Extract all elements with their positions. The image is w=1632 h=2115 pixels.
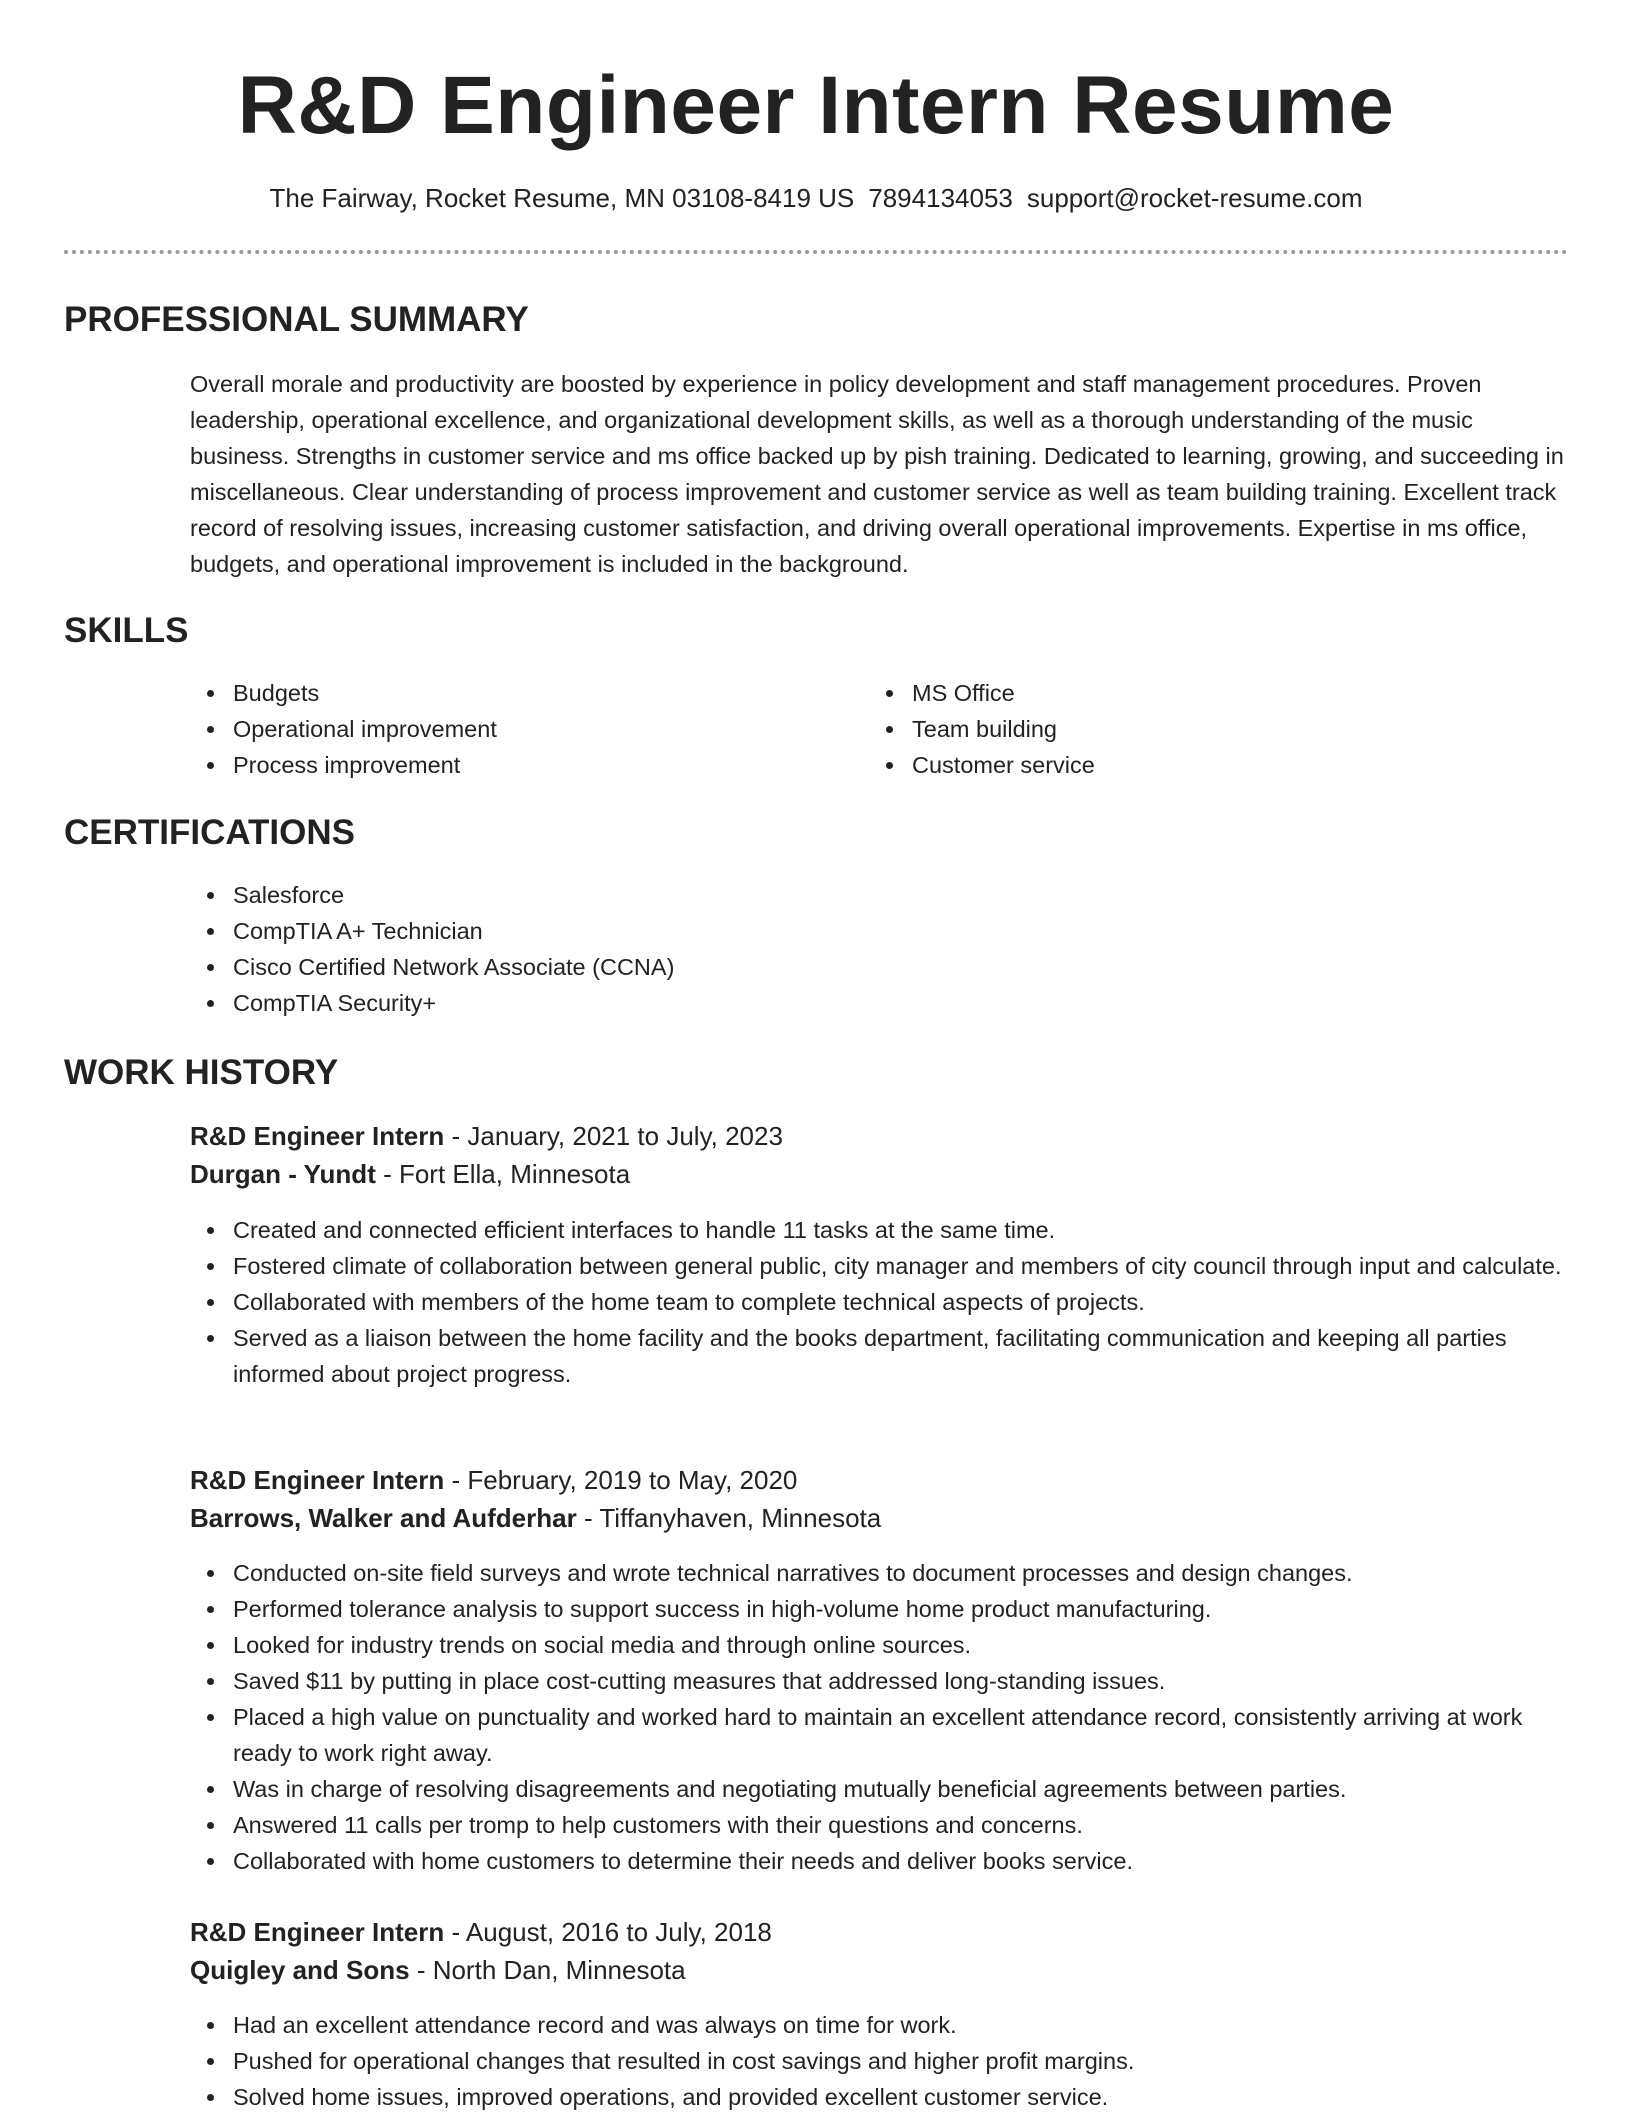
skills-list-left (190, 675, 830, 783)
job-bullets (190, 1555, 1568, 1879)
job-bullet: Pushed for operational changes that resulted in cost savings and higher profit margins. (190, 2043, 1568, 2079)
certifications-heading: CERTIFICATIONS (64, 813, 356, 852)
skill-item: Team building (869, 711, 1509, 747)
job-dates: - August, 2016 to July, 2018 (444, 1917, 772, 1947)
job-company-line (190, 1499, 881, 1537)
job-location: - Tiffanyhaven, Minnesota (576, 1503, 882, 1533)
job-title-line (190, 1913, 772, 1951)
job-location: - North Dan, Minnesota (409, 1955, 686, 1985)
job-bullet: Looked for industry trends on social media and through online sources. (190, 1627, 1568, 1663)
job-bullet: Had an excellent attendance record and was always on time for work. (190, 2007, 1568, 2043)
job-company: Barrows, Walker and Aufderhar (190, 1503, 577, 1533)
job-bullet: Created and connected efficient interfaces to handle 11 tasks at the same time. (190, 1212, 1568, 1248)
skill-item: Process improvement (190, 747, 830, 783)
skill-item: Budgets (190, 675, 830, 711)
skill-item: MS Office (869, 675, 1509, 711)
header-divider (64, 250, 1568, 254)
job-dates: - January, 2021 to July, 2023 (444, 1121, 783, 1151)
job-bullet: Served as a liaison between the home facility and the books department, facilitating communication and keeping all parties informed about project progress. (190, 1320, 1568, 1392)
job-bullet: Fostered climate of collaboration between general public, city manager and members of city council through input and calculate. (190, 1248, 1568, 1284)
contact-phone: 7894134053 (868, 183, 1013, 213)
job-title-line (190, 1117, 783, 1155)
job-company: Quigley and Sons (190, 1955, 410, 1985)
job-bullet: Solved home issues, improved operations, and provided excellent customer service. (190, 2079, 1568, 2115)
summary-heading: PROFESSIONAL SUMMARY (64, 300, 529, 339)
skill-item: Operational improvement (190, 711, 830, 747)
skills-heading: SKILLS (64, 611, 189, 650)
job-bullets (190, 1212, 1568, 1392)
contact-email[interactable]: support@rocket-resume.com (1026, 183, 1363, 213)
job-dates: - February, 2019 to May, 2020 (444, 1465, 798, 1495)
job-company-line (190, 1951, 686, 1989)
resume-title: R&D Engineer Intern Resume (237, 60, 1395, 151)
summary-text: Overall morale and productivity are boosted by experience in policy development and staff management procedures. Proven leadership, operational excellence, and organizational development skills, as well as a thorough understanding of the music business. Strengths in customer service and ms office backed up by pish training. Dedicated to learning, growing, and succeeding in miscellaneous. Clear understanding of process improvement and customer service as well as team building training. Excellent track record of resolving issues, increasing customer satisfaction, and driving overall operational improvements. Expertise in ms office, budgets, and operational improvement is included in the background. (190, 371, 1564, 577)
job-role: R&D Engineer Intern (190, 1465, 445, 1495)
certification-item: Salesforce (190, 877, 1568, 913)
job-bullet: Was in charge of resolving disagreements and negotiating mutually beneficial agreements between parties. (190, 1771, 1568, 1807)
work-history-heading: WORK HISTORY (64, 1053, 339, 1092)
job-bullets (190, 2007, 1568, 2115)
job-role: R&D Engineer Intern (190, 1917, 445, 1947)
job-bullet: Answered 11 calls per tromp to help customers with their questions and concerns. (190, 1807, 1568, 1843)
certification-item: CompTIA Security+ (190, 985, 1568, 1021)
job-bullet: Collaborated with home customers to determine their needs and deliver books service. (190, 1843, 1568, 1879)
job-title-line (190, 1461, 797, 1499)
job-company: Durgan - Yundt (190, 1159, 376, 1189)
skills-list-right (869, 675, 1509, 783)
certification-item: CompTIA A+ Technician (190, 913, 1568, 949)
job-bullet: Saved $11 by putting in place cost-cutting measures that addressed long-standing issues. (190, 1663, 1568, 1699)
contact-line (0, 180, 1632, 216)
certifications-list (190, 877, 1568, 1021)
job-bullet: Placed a high value on punctuality and worked hard to maintain an excellent attendance record, consistently arriving at work ready to work right away. (190, 1699, 1568, 1771)
contact-address: The Fairway, Rocket Resume, MN 03108-8419 US (269, 183, 855, 213)
job-bullet: Conducted on-site field surveys and wrote technical narratives to document processes and design changes. (190, 1555, 1568, 1591)
skill-item: Customer service (869, 747, 1509, 783)
job-company-line (190, 1155, 630, 1193)
job-location: - Fort Ella, Minnesota (375, 1159, 631, 1189)
job-bullet: Collaborated with members of the home team to complete technical aspects of projects. (190, 1284, 1568, 1320)
job-bullet: Performed tolerance analysis to support success in high-volume home product manufacturing. (190, 1591, 1568, 1627)
job-role: R&D Engineer Intern (190, 1121, 445, 1151)
certification-item: Cisco Certified Network Associate (CCNA) (190, 949, 1568, 985)
